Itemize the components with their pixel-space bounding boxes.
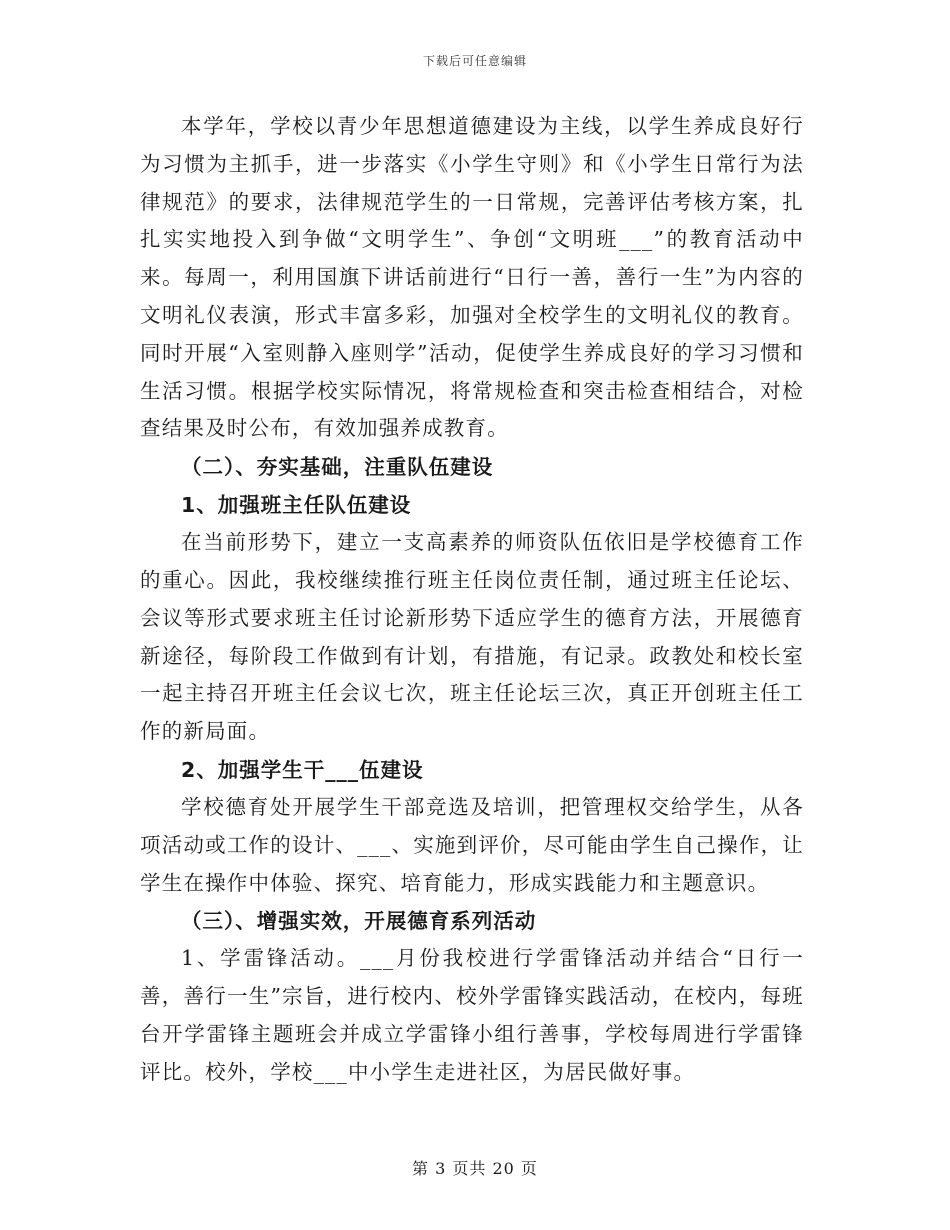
paragraph-head-teacher-team: 在当前形势下，建立一支高素养的师资队伍依旧是学校德育工作的重心。因此，我校继续推行班主任岗位责任制，通过班主任论坛、会议等形式要求班主任讨论新形势下适应学生的德育方法，开展德育新途径，每阶段工作做到有计划，有措施，有记录。政教处和校长室一起主持召开班主任会议七次，班主任论坛三次，真正开创班主任工作的新局面。 (140, 530, 804, 744)
section-heading-team-building: （二）、夯实基础，注重队伍建设 (181, 455, 494, 480)
section-heading-moral-activities: （三）、增强实效，开展德育系列活动 (181, 909, 537, 934)
paragraph-student-cadre-team: 学校德育处开展学生干部竞选及培训，把管理权交给学生，从各项活动或工作的设计、___、实施到评价，尽可能由学生自己操作，让学生在操作中体验、探究、培育能力，形成实践能力和主题意识。 (140, 794, 804, 895)
paragraph-lei-feng-activity: 1、学雷锋活动。___月份我校进行学雷锋活动并结合“日行一善，善行一生”宗旨，进行校内、校外学雷锋实践活动，在校内，每班台开学雷锋主题班会并成立学雷锋小组行善事，学校每周进行学雷锋评比。校外，学校___中小学生走进社区，为居民做好事。 (140, 946, 804, 1084)
subheading-head-teacher-team: 1、加强班主任队伍建设 (181, 493, 412, 518)
header-note: 下载后可任意编辑 (422, 54, 527, 68)
page-number: 第 3 页共 20 页 (412, 1159, 538, 1178)
paragraph-routine-education: 本学年，学校以青少年思想道德建设为主线，以学生养成良好行为习惯为主抓手，进一步落实《小学生守则》和《小学生日常行为法律规范》的要求，法律规范学生的一日常规，完善评估考核方案，扎扎实实地投入到争做“文明学生”、争创“文明班___”的教育活动中来。每周一，利用国旗下讲话前进行“日行一善，善行一生”为内容的文明礼仪表演，形式丰富多彩，加强对全校学生的文明礼仪的教育。同时开展“入室则静入座则学”活动，促使学生养成良好的学习习惯和生活习惯。根据学校实际情况，将常规检查和突击检查相结合，对检查结果及时公布，有效加强养成教育。 (140, 114, 804, 441)
document-body (140, 108, 804, 1092)
subheading-student-cadre-team: 2、加强学生干___伍建设 (181, 757, 424, 782)
